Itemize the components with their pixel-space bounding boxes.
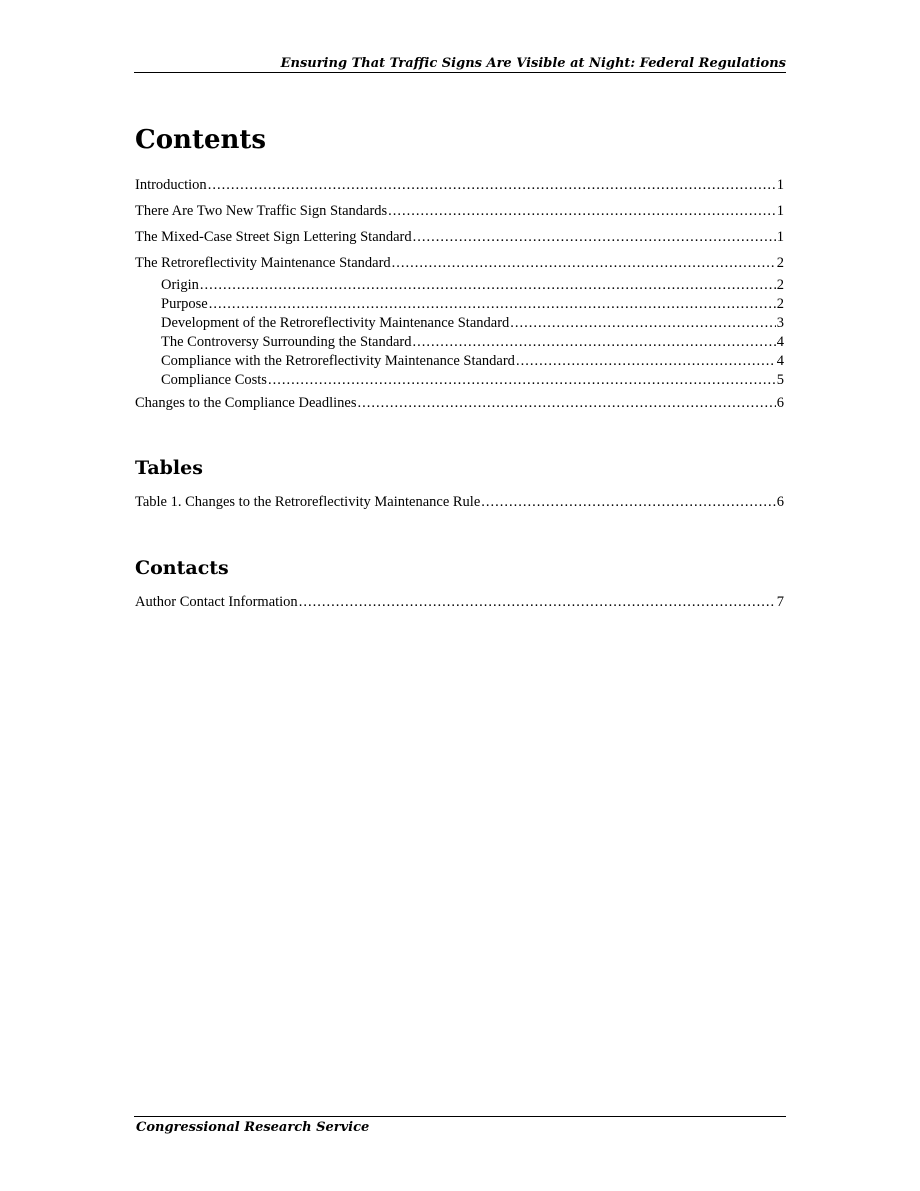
dot-leader xyxy=(516,352,776,371)
toc-entry[interactable] xyxy=(135,493,784,512)
toc-entry-label: The Retroreflectivity Maintenance Standard xyxy=(135,255,391,271)
toc-entry-label: Table 1. Changes to the Retroreflectivity Maintenance Rule xyxy=(135,494,481,510)
toc-entry-label: Compliance with the Retroreflectivity Maintenance Standard xyxy=(161,353,515,369)
toc-entry-page: 2 xyxy=(776,277,784,293)
dot-leader xyxy=(299,593,776,612)
toc-entry-page: 2 xyxy=(776,255,784,271)
toc-entry-page: 1 xyxy=(776,203,784,219)
toc-subentry[interactable] xyxy=(161,276,784,295)
toc-entry[interactable] xyxy=(135,254,784,273)
dot-leader xyxy=(200,276,776,295)
toc-entry-label: Development of the Retroreflectivity Maintenance Standard xyxy=(161,315,510,331)
toc-entry-page: 4 xyxy=(776,353,784,369)
toc-entry-label: Purpose xyxy=(161,296,208,312)
running-header: Ensuring That Traffic Signs Are Visible at Night: Federal Regulations xyxy=(280,56,786,71)
toc-entry-label: Compliance Costs xyxy=(161,372,267,388)
toc-subentry[interactable] xyxy=(161,352,784,371)
dot-leader xyxy=(388,202,776,221)
footer-rule xyxy=(134,1116,786,1117)
contents-title: Contents xyxy=(135,125,267,155)
toc-subentry[interactable] xyxy=(161,295,784,314)
dot-leader xyxy=(413,333,776,352)
footer-text: Congressional Research Service xyxy=(136,1120,370,1135)
toc-entry-label: Changes to the Compliance Deadlines xyxy=(135,395,357,411)
toc-entry-label: The Controversy Surrounding the Standard xyxy=(161,334,412,350)
toc-entry[interactable] xyxy=(135,228,784,247)
toc-entry-label: Origin xyxy=(161,277,199,293)
toc-entry-page: 1 xyxy=(776,177,784,193)
dot-leader xyxy=(268,371,776,390)
toc-subentry[interactable] xyxy=(161,333,784,352)
dot-leader xyxy=(392,254,776,273)
toc-subentry[interactable] xyxy=(161,314,784,333)
toc-entry-label: Introduction xyxy=(135,177,207,193)
toc-entry-page: 6 xyxy=(776,494,784,510)
tables-heading: Tables xyxy=(135,457,203,479)
toc-entry-page: 6 xyxy=(776,395,784,411)
contacts-heading: Contacts xyxy=(135,557,229,579)
toc-entry-page: 4 xyxy=(776,334,784,350)
toc-entry-page: 7 xyxy=(776,594,784,610)
toc-entry[interactable] xyxy=(135,202,784,221)
dot-leader xyxy=(357,394,775,413)
dot-leader xyxy=(510,314,775,333)
toc-entry-label: Author Contact Information xyxy=(135,594,298,610)
header-rule xyxy=(134,72,786,73)
toc-entry-label: There Are Two New Traffic Sign Standards xyxy=(135,203,388,219)
toc-entry-page: 1 xyxy=(776,229,784,245)
dot-leader xyxy=(209,295,776,314)
toc-entry[interactable] xyxy=(135,593,784,612)
toc-entry[interactable] xyxy=(135,176,784,195)
toc-entry-label: The Mixed-Case Street Sign Lettering Standard xyxy=(135,229,412,245)
dot-leader xyxy=(481,493,775,512)
dot-leader xyxy=(208,176,776,195)
dot-leader xyxy=(413,228,776,247)
toc-entry-page: 5 xyxy=(776,372,784,388)
toc-entry-page: 3 xyxy=(776,315,784,331)
toc-entry-page: 2 xyxy=(776,296,784,312)
toc-subentry[interactable] xyxy=(161,371,784,390)
toc-entry[interactable] xyxy=(135,394,784,413)
